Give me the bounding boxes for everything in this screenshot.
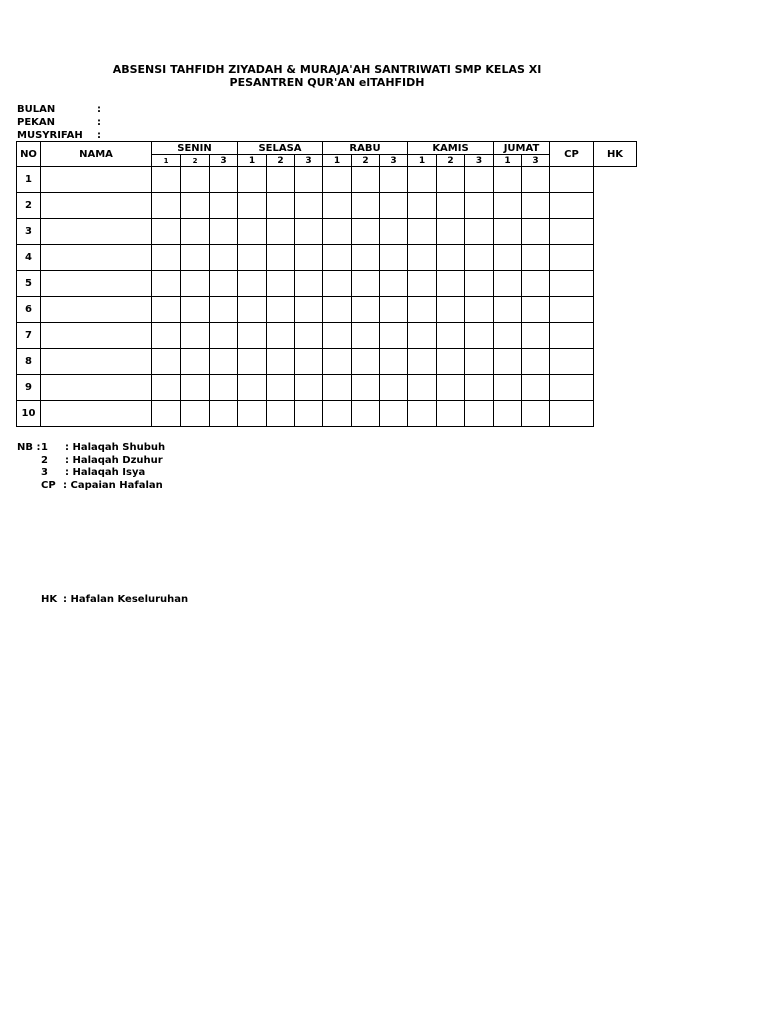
header-nama: NAMA: [41, 142, 152, 167]
attendance-cell: [323, 297, 352, 323]
table-row: [17, 323, 637, 349]
attendance-cell: [380, 375, 408, 401]
attendance-cell: [494, 401, 522, 427]
attendance-cell: [238, 219, 267, 245]
attendance-cell: [238, 271, 267, 297]
attendance-cell: [437, 323, 465, 349]
header-day-rabu: RABU: [323, 142, 408, 155]
meta-pekan-label: PEKAN: [17, 117, 56, 128]
attendance-cell: [437, 193, 465, 219]
attendance-cell: [494, 167, 522, 193]
attendance-cell: [465, 167, 494, 193]
attendance-cell: [210, 193, 238, 219]
attendance-cell: [494, 297, 522, 323]
attendance-cell: [210, 375, 238, 401]
attendance-cell: [465, 323, 494, 349]
row-number: 8: [17, 349, 41, 375]
hk-cell: [550, 297, 594, 323]
attendance-cell: [267, 349, 295, 375]
row-number: 4: [17, 245, 41, 271]
attendance-cell: [238, 167, 267, 193]
name-cell: [41, 193, 152, 219]
attendance-cell: [210, 219, 238, 245]
header-day-senin: SENIN: [152, 142, 238, 155]
note-line-3: [41, 466, 145, 479]
session-header: 2: [437, 155, 465, 167]
attendance-cell: [352, 219, 380, 245]
attendance-cell: [465, 193, 494, 219]
attendance-cell: [380, 349, 408, 375]
attendance-cell: [352, 193, 380, 219]
name-cell: [41, 271, 152, 297]
attendance-cell: [465, 245, 494, 271]
session-header: 2: [181, 155, 210, 167]
cp-cell: [522, 271, 550, 297]
attendance-cell: [408, 271, 437, 297]
meta-bulan-sep: :: [97, 104, 101, 115]
meta-musyrifah-sep: :: [97, 130, 101, 141]
attendance-cell: [210, 245, 238, 271]
row-number: 5: [17, 271, 41, 297]
note-text: : Halaqah Dzuhur: [65, 455, 163, 466]
attendance-cell: [494, 375, 522, 401]
attendance-cell: [267, 271, 295, 297]
note-text: : Hafalan Keseluruhan: [63, 594, 189, 605]
cp-cell: [522, 167, 550, 193]
attendance-table: [16, 141, 637, 427]
attendance-cell: [295, 167, 323, 193]
attendance-cell: [494, 323, 522, 349]
note-prefix: NB :: [17, 442, 41, 453]
attendance-cell: [323, 245, 352, 271]
header-day-kamis: KAMIS: [408, 142, 494, 155]
meta-pekan-sep: :: [97, 117, 101, 128]
attendance-cell: [352, 297, 380, 323]
attendance-cell: [181, 219, 210, 245]
attendance-cell: [238, 401, 267, 427]
attendance-cell: [210, 323, 238, 349]
session-header: 3: [295, 155, 323, 167]
attendance-cell: [408, 245, 437, 271]
attendance-cell: [295, 297, 323, 323]
session-header: 2: [267, 155, 295, 167]
attendance-cell: [181, 323, 210, 349]
attendance-cell: [352, 245, 380, 271]
attendance-cell: [267, 323, 295, 349]
meta-bulan: [17, 103, 101, 116]
attendance-cell: [295, 219, 323, 245]
attendance-cell: [494, 193, 522, 219]
document-title-line2: PESANTREN QUR'AN elTAHFIDH: [229, 76, 425, 89]
note-key: HK: [41, 594, 58, 605]
attendance-cell: [408, 401, 437, 427]
name-cell: [41, 375, 152, 401]
attendance-cell: [323, 219, 352, 245]
attendance-cell: [380, 193, 408, 219]
attendance-cell: [437, 271, 465, 297]
attendance-cell: [295, 245, 323, 271]
cp-cell: [522, 323, 550, 349]
header-cp: CP: [550, 142, 594, 167]
attendance-cell: [152, 219, 181, 245]
attendance-cell: [408, 323, 437, 349]
attendance-cell: [210, 297, 238, 323]
attendance-cell: [238, 297, 267, 323]
attendance-cell: [152, 167, 181, 193]
attendance-cell: [181, 375, 210, 401]
attendance-cell: [408, 193, 437, 219]
header-day-selasa: SELASA: [238, 142, 323, 155]
attendance-cell: [267, 167, 295, 193]
attendance-cell: [295, 193, 323, 219]
note-line-4: [41, 479, 163, 492]
attendance-cell: [494, 245, 522, 271]
table-row: [17, 401, 637, 427]
attendance-cell: [267, 297, 295, 323]
attendance-cell: [352, 167, 380, 193]
session-header: 1: [238, 155, 267, 167]
attendance-cell: [210, 167, 238, 193]
attendance-cell: [437, 167, 465, 193]
attendance-cell: [181, 401, 210, 427]
name-cell: [41, 323, 152, 349]
attendance-cell: [465, 349, 494, 375]
attendance-cell: [181, 271, 210, 297]
attendance-cell: [352, 401, 380, 427]
attendance-cell: [152, 401, 181, 427]
attendance-cell: [323, 193, 352, 219]
attendance-cell: [408, 219, 437, 245]
attendance-cell: [238, 349, 267, 375]
attendance-cell: [437, 219, 465, 245]
note-text: : Halaqah Isya: [65, 467, 146, 478]
attendance-cell: [465, 297, 494, 323]
session-header: 2: [352, 155, 380, 167]
attendance-cell: [210, 401, 238, 427]
table-row: [17, 297, 637, 323]
row-number: 9: [17, 375, 41, 401]
attendance-cell: [181, 193, 210, 219]
attendance-cell: [437, 349, 465, 375]
document-title-line1: ABSENSI TAHFIDH ZIYADAH & MURAJA'AH SANTRIWATI SMP KELAS XI: [112, 63, 542, 76]
table-row: [17, 245, 637, 271]
attendance-cell: [465, 401, 494, 427]
attendance-cell: [267, 375, 295, 401]
header-hk: HK: [594, 142, 637, 167]
attendance-cell: [152, 193, 181, 219]
attendance-cell: [295, 401, 323, 427]
attendance-cell: [352, 271, 380, 297]
attendance-cell: [380, 245, 408, 271]
attendance-cell: [181, 349, 210, 375]
attendance-cell: [323, 401, 352, 427]
note-line-hk: [41, 593, 188, 606]
cp-cell: [522, 245, 550, 271]
attendance-cell: [408, 375, 437, 401]
header-day-jumat: JUMAT: [494, 142, 550, 155]
attendance-cell: [152, 245, 181, 271]
attendance-cell: [323, 323, 352, 349]
attendance-cell: [380, 297, 408, 323]
row-number: 6: [17, 297, 41, 323]
session-header: 1: [152, 155, 181, 167]
attendance-cell: [352, 375, 380, 401]
attendance-cell: [437, 375, 465, 401]
name-cell: [41, 297, 152, 323]
attendance-cell: [352, 323, 380, 349]
attendance-cell: [465, 271, 494, 297]
session-header: 1: [408, 155, 437, 167]
cp-cell: [522, 375, 550, 401]
session-header: 3: [210, 155, 238, 167]
attendance-cell: [267, 193, 295, 219]
table-row: [17, 219, 637, 245]
row-number: 10: [17, 401, 41, 427]
session-header: 3: [522, 155, 550, 167]
attendance-cell: [238, 323, 267, 349]
hk-cell: [550, 219, 594, 245]
note-line-1: [17, 441, 165, 454]
attendance-cell: [323, 167, 352, 193]
attendance-cell: [238, 375, 267, 401]
attendance-cell: [380, 219, 408, 245]
attendance-cell: [295, 323, 323, 349]
attendance-cell: [494, 219, 522, 245]
attendance-cell: [152, 297, 181, 323]
session-header: 1: [494, 155, 522, 167]
hk-cell: [550, 375, 594, 401]
attendance-cell: [380, 401, 408, 427]
session-header: 1: [323, 155, 352, 167]
name-cell: [41, 219, 152, 245]
note-text: : Capaian Hafalan: [63, 480, 163, 491]
name-cell: [41, 167, 152, 193]
table-row: [17, 271, 637, 297]
hk-cell: [550, 401, 594, 427]
hk-cell: [550, 349, 594, 375]
attendance-cell: [152, 323, 181, 349]
cp-cell: [522, 349, 550, 375]
attendance-cell: [437, 245, 465, 271]
name-cell: [41, 401, 152, 427]
name-cell: [41, 245, 152, 271]
attendance-cell: [323, 375, 352, 401]
attendance-cell: [380, 167, 408, 193]
attendance-cell: [323, 271, 352, 297]
name-cell: [41, 349, 152, 375]
hk-cell: [550, 271, 594, 297]
attendance-cell: [380, 271, 408, 297]
attendance-cell: [494, 271, 522, 297]
note-key: 3: [41, 467, 48, 478]
attendance-cell: [152, 349, 181, 375]
attendance-cell: [323, 349, 352, 375]
table-row: [17, 349, 637, 375]
attendance-cell: [238, 193, 267, 219]
attendance-cell: [408, 349, 437, 375]
attendance-cell: [465, 219, 494, 245]
row-number: 1: [17, 167, 41, 193]
attendance-cell: [408, 167, 437, 193]
note-key: CP: [41, 480, 56, 491]
table-row: [17, 193, 637, 219]
hk-cell: [550, 193, 594, 219]
header-no: NO: [17, 142, 41, 167]
hk-cell: [550, 323, 594, 349]
attendance-cell: [295, 349, 323, 375]
attendance-cell: [152, 375, 181, 401]
cp-cell: [522, 219, 550, 245]
note-key: 2: [41, 455, 48, 466]
attendance-cell: [181, 245, 210, 271]
session-header: 3: [465, 155, 494, 167]
meta-musyrifah-label: MUSYRIFAH: [17, 130, 83, 141]
note-key: 1: [41, 442, 48, 453]
attendance-cell: [181, 297, 210, 323]
meta-bulan-label: BULAN: [17, 104, 56, 115]
attendance-cell: [408, 297, 437, 323]
hk-cell: [550, 167, 594, 193]
attendance-cell: [437, 401, 465, 427]
session-header: 3: [380, 155, 408, 167]
attendance-cell: [494, 349, 522, 375]
row-number: 2: [17, 193, 41, 219]
attendance-cell: [267, 401, 295, 427]
attendance-cell: [210, 349, 238, 375]
attendance-cell: [465, 375, 494, 401]
cp-cell: [522, 193, 550, 219]
meta-pekan: [17, 116, 101, 129]
cp-cell: [522, 297, 550, 323]
attendance-cell: [210, 271, 238, 297]
table-row: [17, 167, 637, 193]
cp-cell: [522, 401, 550, 427]
attendance-cell: [238, 245, 267, 271]
note-text: : Halaqah Shubuh: [65, 442, 166, 453]
attendance-cell: [181, 167, 210, 193]
attendance-cell: [267, 219, 295, 245]
attendance-cell: [152, 271, 181, 297]
attendance-cell: [295, 375, 323, 401]
attendance-cell: [352, 349, 380, 375]
row-number: 7: [17, 323, 41, 349]
hk-cell: [550, 245, 594, 271]
row-number: 3: [17, 219, 41, 245]
attendance-cell: [267, 245, 295, 271]
table-row: [17, 375, 637, 401]
attendance-cell: [380, 323, 408, 349]
attendance-cell: [295, 271, 323, 297]
attendance-cell: [437, 297, 465, 323]
